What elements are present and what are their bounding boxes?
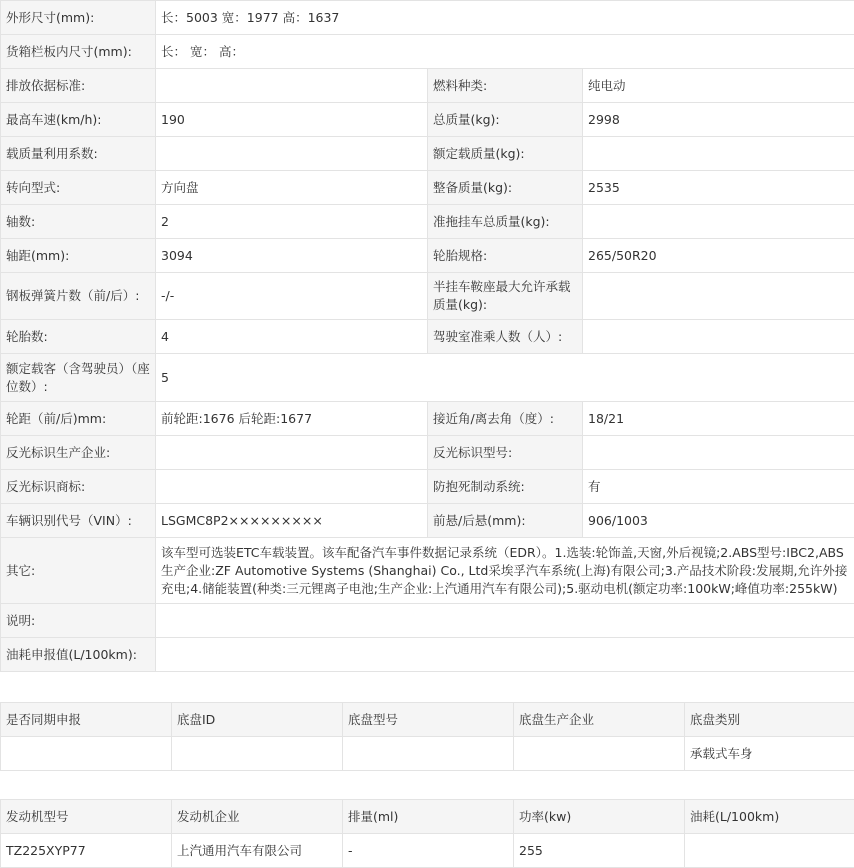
- other-label: 其它:: [1, 538, 156, 604]
- spec-label: 反光标识商标:: [1, 470, 156, 504]
- spec-row: [1, 171, 854, 205]
- spec-value: 4: [156, 320, 428, 354]
- cargo-value: 长： 宽： 高：: [156, 35, 854, 69]
- chassis-cell: [514, 737, 685, 771]
- chassis-header-row: [1, 703, 854, 737]
- spec-row-dimensions: [1, 1, 854, 35]
- spec-label: 轮胎数:: [1, 320, 156, 354]
- fuel-value: [156, 638, 854, 672]
- spec-row-fuel: [1, 638, 854, 672]
- dimensions-label: 外形尺寸(mm):: [1, 1, 156, 35]
- spec-value: 有: [583, 470, 854, 504]
- spec-value: [583, 137, 854, 171]
- spec-label: 反光标识生产企业:: [1, 436, 156, 470]
- spec-label: 整备质量(kg):: [428, 171, 583, 205]
- spec-value: 2998: [583, 103, 854, 137]
- spec-label: 燃料种类:: [428, 69, 583, 103]
- spec-value: 265/50R20: [583, 239, 854, 273]
- spec-row: [1, 402, 854, 436]
- spec-label: 总质量(kg):: [428, 103, 583, 137]
- spec-label: 钢板弹簧片数（前/后）:: [1, 273, 156, 320]
- fuel-label: 油耗申报值(L/100km):: [1, 638, 156, 672]
- spec-row-other: [1, 538, 854, 604]
- spec-label: 轮距（前/后)mm:: [1, 402, 156, 436]
- chassis-header: 底盘型号: [343, 703, 514, 737]
- spec-row: [1, 69, 854, 103]
- spec-label: 轴数:: [1, 205, 156, 239]
- note-label: 说明:: [1, 604, 156, 638]
- engine-header: 发动机型号: [1, 800, 172, 834]
- engine-header: 油耗(L/100km): [685, 800, 854, 834]
- spec-value: [583, 436, 854, 470]
- spec-label: 反光标识型号:: [428, 436, 583, 470]
- spec-row: [1, 320, 854, 354]
- spec-label: 准拖挂车总质量(kg):: [428, 205, 583, 239]
- other-value: 该车型可选装ETC车载装置。该车配备汽车事件数据记录系统（EDR）。1.选装:轮饰盖,天窗,外后视镜;2.ABS型号:IBC2,ABS生产企业:ZF Automotive Systems (Shanghai) Co., Ltd采埃孚汽车系统(上海)有限公司;3.产品技术阶段:发展期,允许外接充电;4.储能装置(种类:三元锂离子电池;生产企业:上汽通用汽车有限公司);5.驱动电机(额定功率:100kW;峰值功率:255kW): [156, 538, 854, 604]
- spec-label: 排放依据标准:: [1, 69, 156, 103]
- note-value: [156, 604, 854, 638]
- spec-value: 方向盘: [156, 171, 428, 205]
- spec-row: [1, 436, 854, 470]
- spec-row-note: [1, 604, 854, 638]
- spec-value: [583, 273, 854, 320]
- spec-label: 转向型式:: [1, 171, 156, 205]
- spec-label: 半挂车鞍座最大允许承载质量(kg):: [428, 273, 583, 320]
- spec-value: 190: [156, 103, 428, 137]
- chassis-cell: [1, 737, 172, 771]
- spec-value: 前轮距:1676 后轮距:1677: [156, 402, 428, 436]
- spec-value: -/-: [156, 273, 428, 320]
- engine-table: [0, 799, 854, 868]
- spec-label: 车辆识别代号（VIN）:: [1, 504, 156, 538]
- engine-data-row: [1, 834, 854, 868]
- spec-row: [1, 470, 854, 504]
- chassis-header: 底盘ID: [172, 703, 343, 737]
- chassis-data-row: [1, 737, 854, 771]
- spec-value: [156, 436, 428, 470]
- engine-header: 发动机企业: [172, 800, 343, 834]
- chassis-cell: 承载式车身: [685, 737, 854, 771]
- spec-value: 18/21: [583, 402, 854, 436]
- dimensions-value: 长：5003 宽：1977 高：1637: [156, 1, 854, 35]
- engine-cell: [685, 834, 854, 868]
- chassis-header: 底盘类别: [685, 703, 854, 737]
- spec-value: 906/1003: [583, 504, 854, 538]
- spec-label: 最高车速(km/h):: [1, 103, 156, 137]
- spec-row: [1, 205, 854, 239]
- spec-row: [1, 137, 854, 171]
- spec-row: [1, 239, 854, 273]
- spec-label: 载质量利用系数:: [1, 137, 156, 171]
- spec-label: 额定载质量(kg):: [428, 137, 583, 171]
- cargo-label: 货箱栏板内尺寸(mm):: [1, 35, 156, 69]
- engine-header: 功率(kw): [514, 800, 685, 834]
- spec-value: 2: [156, 205, 428, 239]
- chassis-table: [0, 702, 854, 771]
- spec-label: 轮胎规格:: [428, 239, 583, 273]
- spec-value: 2535: [583, 171, 854, 205]
- spec-value: LSGMC8P2×××××××××: [156, 504, 428, 538]
- engine-header-row: [1, 800, 854, 834]
- spec-value: [156, 470, 428, 504]
- spec-label: 驾驶室准乘人数（人）:: [428, 320, 583, 354]
- engine-header: 排量(ml): [343, 800, 514, 834]
- spec-label: 轴距(mm):: [1, 239, 156, 273]
- seats-value: 5: [156, 354, 854, 402]
- engine-cell: 上汽通用汽车有限公司: [172, 834, 343, 868]
- spec-row: [1, 273, 854, 320]
- chassis-cell: [172, 737, 343, 771]
- engine-cell: TZ225XYP77: [1, 834, 172, 868]
- spec-value: [583, 320, 854, 354]
- spec-value: [156, 137, 428, 171]
- spec-row-seats: [1, 354, 854, 402]
- spec-row: [1, 103, 854, 137]
- spec-label: 防抱死制动系统:: [428, 470, 583, 504]
- spec-label: 前悬/后悬(mm):: [428, 504, 583, 538]
- spec-row: [1, 504, 854, 538]
- spec-value: [156, 69, 428, 103]
- spec-value: [583, 205, 854, 239]
- spec-row-cargo: [1, 35, 854, 69]
- spec-value: 纯电动: [583, 69, 854, 103]
- engine-cell: -: [343, 834, 514, 868]
- engine-cell: 255: [514, 834, 685, 868]
- chassis-header: 底盘生产企业: [514, 703, 685, 737]
- spec-label: 接近角/离去角（度）:: [428, 402, 583, 436]
- chassis-header: 是否同期申报: [1, 703, 172, 737]
- spec-value: 3094: [156, 239, 428, 273]
- chassis-cell: [343, 737, 514, 771]
- seats-label: 额定载客（含驾驶员）（座位数）:: [1, 354, 156, 402]
